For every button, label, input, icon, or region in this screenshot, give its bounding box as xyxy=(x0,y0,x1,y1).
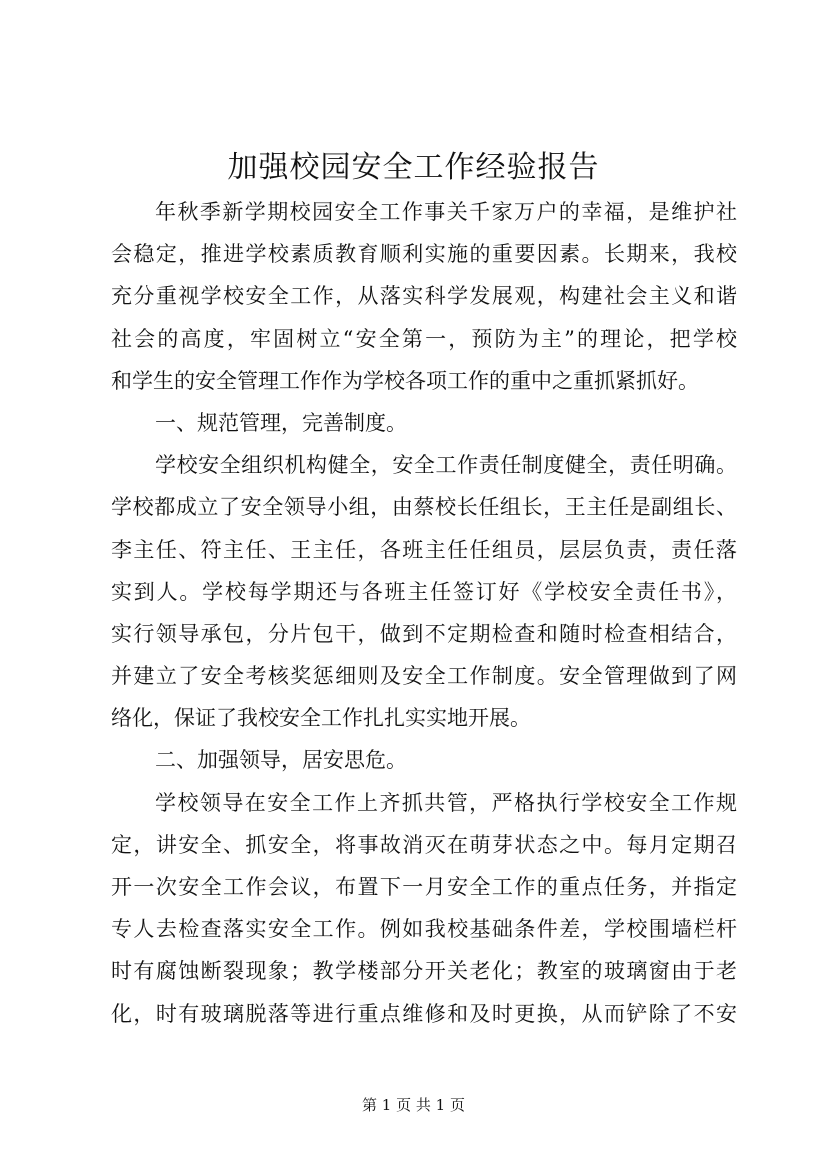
text-line: 时有腐蚀断裂现象；教学楼部分开关老化；教室的玻璃窗由于老 xyxy=(111,959,737,984)
text-line: 李主任、符主任、王主任，各班主任任组员，层层负责，责任落 xyxy=(111,537,737,562)
text-line: 充分重视学校安全工作，从落实科学发展观，构建社会主义和谐 xyxy=(111,284,737,309)
text-line: 化，时有玻璃脱落等进行重点维修和及时更换，从而铲除了不安 xyxy=(111,1001,737,1026)
text-line: 二、加强领导，居安思危。 xyxy=(155,748,407,773)
text-line: 学校领导在安全工作上齐抓共管，严格执行学校安全工作规 xyxy=(155,790,737,815)
text-line: 定，讲安全、抓安全，将事故消灭在萌芽状态之中。每月定期召 xyxy=(111,832,737,857)
text-line: 专人去检查落实安全工作。例如我校基础条件差，学校围墙栏杆 xyxy=(111,917,737,942)
text-line: 一、规范管理，完善制度。 xyxy=(155,410,407,435)
text-line: 年秋季新学期校园安全工作事关千家万户的幸福，是维护社 xyxy=(155,200,737,224)
text-line: 会稳定，推进学校素质教育顺利实施的重要因素。长期来，我校 xyxy=(111,242,737,267)
text-line: 和学生的安全管理工作作为学校各项工作的重中之重抓紧抓好。 xyxy=(111,368,699,393)
page-footer: 第 1 页 共 1 页 xyxy=(362,1096,465,1114)
text-line: 实行领导承包，分片包干，做到不定期检查和随时检查相结合， xyxy=(111,621,737,646)
text-line: 并建立了安全考核奖惩细则及安全工作制度。安全管理做到了网 xyxy=(111,664,737,689)
document-body xyxy=(111,191,737,1035)
text-line: 络化，保证了我校安全工作扎扎实实地开展。 xyxy=(111,706,531,731)
text-line: 开一次安全工作会议，布置下一月安全工作的重点任务，并指定 xyxy=(111,875,737,899)
text-line: 学校都成立了安全领导小组，由蔡校长任组长，王主任是副组长、 xyxy=(111,495,737,520)
text-line: 社会的高度，牢固树立“安全第一，预防为主”的理论，把学校 xyxy=(111,326,737,351)
document-title: 加强校园安全工作经验报告 xyxy=(227,150,600,185)
text-line: 实到人。学校每学期还与各班主任签订好《学校安全责任书》， xyxy=(111,579,737,604)
text-line: 学校安全组织机构健全，安全工作责任制度健全，责任明确。 xyxy=(155,453,737,478)
